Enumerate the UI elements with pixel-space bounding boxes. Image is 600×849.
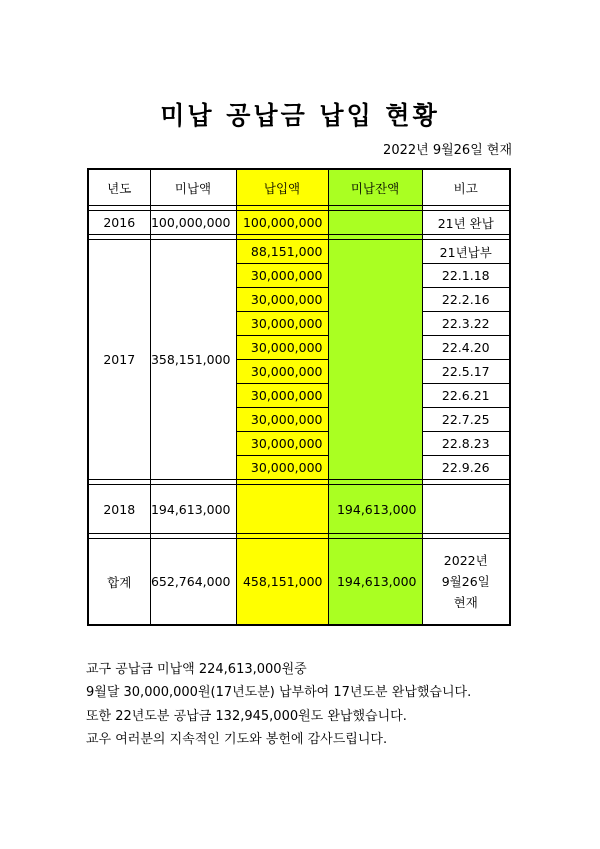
paid-cell <box>236 485 328 534</box>
paid-cell: 30,000,000 <box>236 408 328 432</box>
table-row-2017 <box>88 240 510 264</box>
total-remarks <box>422 539 510 626</box>
table-row-2018 <box>88 485 510 534</box>
remarks-cell: 21년납부 <box>422 240 510 264</box>
remaining-cell <box>328 240 422 480</box>
remarks-cell: 22.4.20 <box>422 336 510 360</box>
header-remarks: 비고 <box>422 169 510 206</box>
unpaid-cell: 358,151,000 <box>150 240 236 480</box>
remarks-cell: 22.3.22 <box>422 312 510 336</box>
notes-section <box>86 658 471 751</box>
remarks-cell: 22.6.21 <box>422 384 510 408</box>
year-cell: 2016 <box>88 211 150 235</box>
table-row-2016 <box>88 211 510 235</box>
remarks-cell: 21년 완납 <box>422 211 510 235</box>
paid-cell: 100,000,000 <box>236 211 328 235</box>
total-remaining: 194,613,000 <box>328 539 422 626</box>
header-year: 년도 <box>88 169 150 206</box>
paid-cell: 30,000,000 <box>236 264 328 288</box>
paid-cell: 30,000,000 <box>236 360 328 384</box>
remarks-cell: 22.8.23 <box>422 432 510 456</box>
header-unpaid: 미납액 <box>150 169 236 206</box>
total-unpaid: 652,764,000 <box>150 539 236 626</box>
payment-status-table <box>87 168 511 626</box>
paid-cell: 30,000,000 <box>236 384 328 408</box>
paid-cell: 30,000,000 <box>236 288 328 312</box>
note-line: 9월달 30,000,000원(17년도분) 납부하여 17년도분 완납했습니다. <box>86 685 472 701</box>
total-remarks-line: 9월26일 <box>441 574 490 589</box>
remarks-cell <box>422 485 510 534</box>
remaining-cell: 194,613,000 <box>328 485 422 534</box>
header-row <box>88 169 510 206</box>
page-title: 미납 공납금 납입 현황 <box>160 101 440 130</box>
paid-cell: 88,151,000 <box>236 240 328 264</box>
unpaid-cell: 100,000,000 <box>150 211 236 235</box>
total-row <box>88 539 510 626</box>
year-cell: 2018 <box>88 485 150 534</box>
total-remarks-line: 현재 <box>453 595 478 610</box>
note-line: 교우 여러분의 지속적인 기도와 봉헌에 감사드립니다. <box>86 731 388 747</box>
note-line: 교구 공납금 미납액 224,613,000원중 <box>86 662 307 677</box>
header-remaining: 미납잔액 <box>328 169 422 206</box>
paid-cell: 30,000,000 <box>236 336 328 360</box>
remarks-cell: 22.5.17 <box>422 360 510 384</box>
remarks-cell: 22.1.18 <box>422 264 510 288</box>
total-remarks-line: 2022년 <box>443 553 488 568</box>
paid-cell: 30,000,000 <box>236 312 328 336</box>
remaining-cell <box>328 211 422 235</box>
as-of-date: 2022년 9월26일 현재 <box>383 143 512 158</box>
total-label: 합계 <box>88 539 150 626</box>
remarks-cell: 22.9.26 <box>422 456 510 480</box>
year-cell: 2017 <box>88 240 150 480</box>
note-line: 또한 22년도분 공납금 132,945,000원도 완납했습니다. <box>86 708 407 724</box>
remarks-cell: 22.2.16 <box>422 288 510 312</box>
header-paid: 납입액 <box>236 169 328 206</box>
total-paid: 458,151,000 <box>236 539 328 626</box>
paid-cell: 30,000,000 <box>236 456 328 480</box>
paid-cell: 30,000,000 <box>236 432 328 456</box>
unpaid-cell: 194,613,000 <box>150 485 236 534</box>
remarks-cell: 22.7.25 <box>422 408 510 432</box>
